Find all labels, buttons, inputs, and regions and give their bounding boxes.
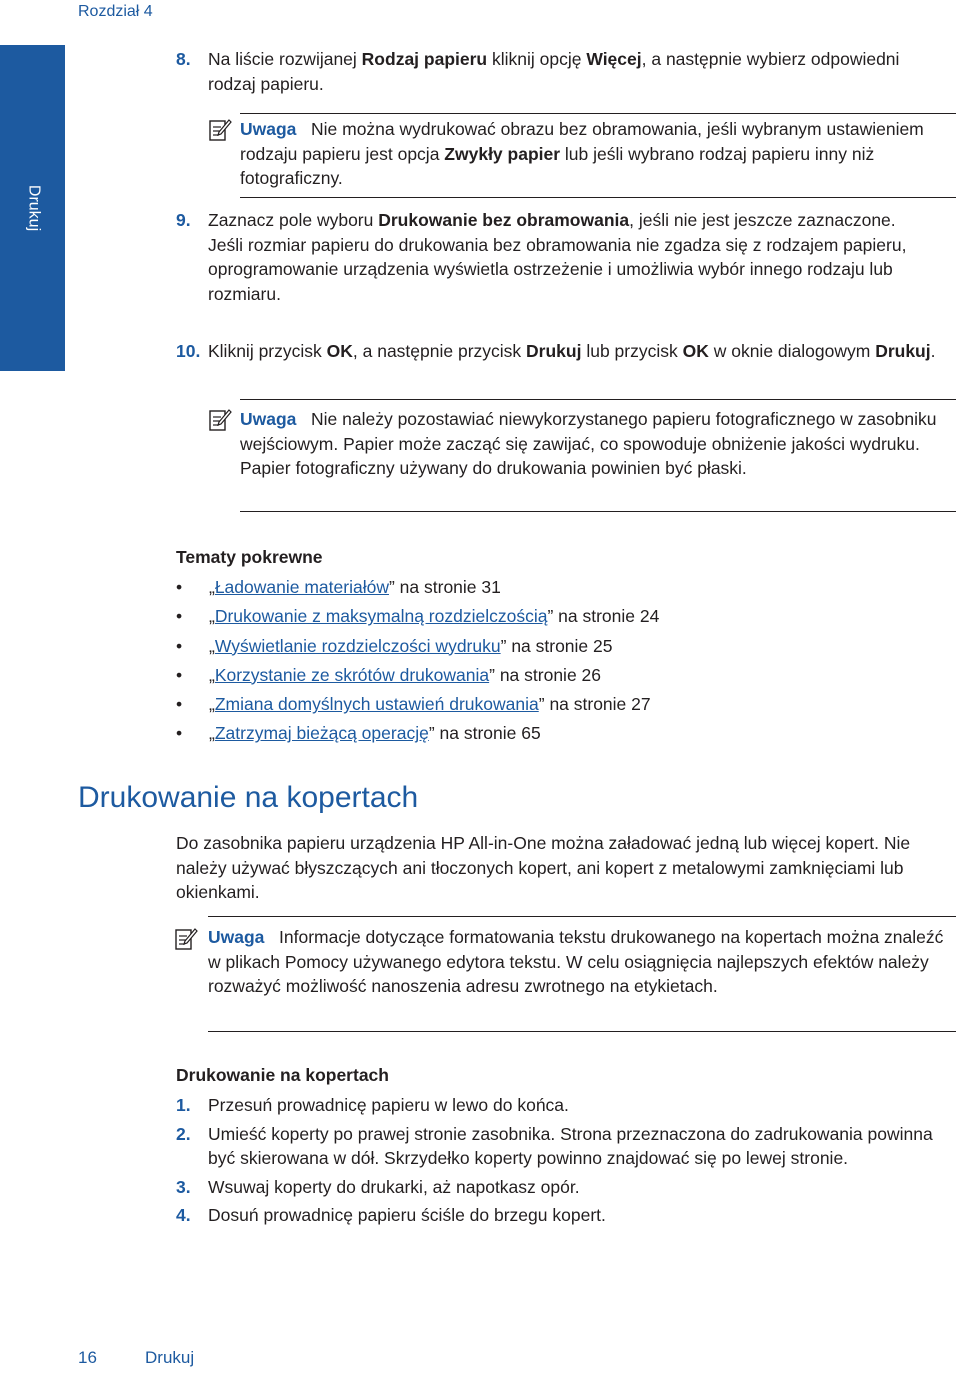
- bold-text: OK: [326, 341, 353, 361]
- bold-text: Rodzaj papieru: [361, 49, 488, 69]
- text-run: .: [930, 341, 936, 361]
- note-rule-bottom: [240, 511, 956, 512]
- section-title: Drukowanie na kopertach: [78, 781, 419, 814]
- list-item: [176, 1203, 960, 1228]
- list-item: [176, 1175, 960, 1200]
- text-run: kliknij opcję: [487, 49, 587, 69]
- bullet: •: [176, 606, 183, 627]
- note-3: [208, 925, 956, 999]
- text-run: Nie można wydrukować obrazu bez obramowania, jeśli wybranym ustawieniem rodzaju papieru jest opcja: [240, 119, 924, 164]
- bullet: •: [176, 723, 183, 744]
- step-text: [208, 208, 956, 233]
- related-link[interactable]: Wyświetlanie rozdzielczości wydruku: [214, 635, 501, 656]
- page-ref: na stronie 25: [511, 635, 613, 656]
- procedure-steps: [176, 1093, 960, 1228]
- note-text: [240, 119, 924, 188]
- list-item: • „Wyświetlanie rozdzielczości wydruku” na stronie 25: [176, 634, 956, 663]
- text-run: Kliknij przycisk: [208, 341, 327, 361]
- text-run: w oknie dialogowym: [708, 341, 876, 361]
- bullet: •: [176, 577, 183, 597]
- related-title: Tematy pokrewne: [176, 547, 323, 567]
- step-10: [176, 339, 960, 364]
- note-rule-bottom: [240, 197, 956, 198]
- related-link[interactable]: Ładowanie materiałów: [214, 577, 389, 597]
- page-number: 16: [78, 1348, 97, 1367]
- page-ref: na stronie 26: [499, 664, 602, 685]
- bold-text: OK: [682, 341, 709, 361]
- note-label: Uwaga: [240, 119, 297, 139]
- step-number: 2.: [176, 1123, 191, 1144]
- text-run: , jeśli nie jest jeszcze zaznaczone.: [629, 210, 896, 230]
- step-number: 9.: [176, 210, 191, 230]
- step-text: Umieść koperty po prawej stronie zasobnika. Strona przeznaczona do zadrukowania powinna być skierowana w dół. Skrzydełko koperty powinno znajdować się po lewej stronie.: [208, 1123, 933, 1169]
- bold-text: Więcej: [586, 49, 642, 69]
- step-8: [176, 47, 936, 96]
- list-item: • „Drukowanie z maksymalną rozdzielczością” na stronie 24: [176, 604, 956, 633]
- list-item: • „Zatrzymaj bieżącą operację” na stronie 65: [176, 721, 956, 750]
- note-rule-top: [208, 916, 956, 917]
- step-text: [208, 339, 960, 364]
- note-2: [240, 407, 956, 481]
- list-item: [176, 1093, 960, 1118]
- note-rule-top: [240, 113, 956, 114]
- step-text: Wsuwaj koperty do drukarki, aż napotkasz opór.: [208, 1176, 580, 1197]
- bullet: •: [176, 635, 183, 656]
- step-extra-text: Jeśli rozmiar papieru do drukowania bez obramowania nie zgadza się z rodzajem papieru, oprogramowanie urządzenia wyświetla ostrzeżenie i umożliwia wybór innego rodzaju lub rozmiaru.: [208, 234, 907, 304]
- note-label: Uwaga: [208, 927, 265, 947]
- related-list: [176, 575, 956, 751]
- related-link[interactable]: Zatrzymaj bieżącą operację: [214, 723, 429, 744]
- step-number: 10.: [176, 341, 201, 361]
- note-1: [240, 117, 956, 191]
- page-ref: na stronie 27: [549, 694, 651, 715]
- related-link[interactable]: Drukowanie z maksymalną rozdzielczością: [214, 606, 548, 627]
- list-item: • „Korzystanie ze skrótów drukowania” na stronie 26: [176, 663, 956, 692]
- note-label: Uwaga: [240, 409, 297, 429]
- note-icon: [174, 927, 198, 951]
- note-rule-top: [240, 399, 956, 400]
- text-run: Na liście rozwijanej: [208, 49, 362, 69]
- chapter-header: Rozdział 4: [78, 3, 153, 20]
- text-run: , a następnie wybierz odpowiedni rodzaj papieru.: [208, 49, 900, 94]
- note-icon: [208, 408, 232, 432]
- note-text: Nie należy pozostawiać niewykorzystanego papieru fotograficznego w zasobniku wejściowym. Papier może zacząć się zawijać, co spowoduje obniżenie jakości wydruku. Papier fotograficzny używany do drukowania powinien być płaski.: [240, 409, 937, 479]
- step-9: [176, 208, 956, 306]
- page-ref: na stronie 24: [558, 606, 660, 627]
- list-item: • „Ładowanie materiałów” na stronie 31: [176, 575, 956, 604]
- bold-text: Drukuj: [875, 341, 931, 361]
- step-number: 8.: [176, 49, 191, 69]
- step-number: 1.: [176, 1095, 191, 1115]
- bullet: •: [176, 694, 183, 715]
- list-item: [176, 1122, 960, 1171]
- step-text: Dosuń prowadnicę papieru ściśle do brzegu kopert.: [208, 1205, 606, 1226]
- step-number: 4.: [176, 1205, 191, 1226]
- footer-section: Drukuj: [145, 1348, 195, 1367]
- side-tab: [0, 45, 65, 371]
- text-run: lub jeśli wybrano rodzaj papieru inny niż fotograficzny.: [240, 143, 875, 189]
- note-rule-bottom: [208, 1031, 956, 1032]
- text-run: lub przycisk: [581, 341, 683, 361]
- note-text: Informacje dotyczące formatowania tekstu drukowanego na kopertach można znaleźć w plikach Pomocy używanego edytora tekstu. W celu osiągnięcia najlepszych efektów należy rozważyć możliwość nanoszenia adresu zwrotnego na etykietach.: [208, 927, 944, 997]
- text-run: Zaznacz pole wyboru: [208, 210, 379, 230]
- step-number: 3.: [176, 1176, 191, 1197]
- bold-text: Drukowanie bez obramowania: [378, 210, 630, 230]
- step-text: [208, 47, 936, 96]
- list-item: • „Zmiana domyślnych ustawień drukowania” na stronie 27: [176, 692, 956, 721]
- procedure-title: Drukowanie na kopertach: [176, 1065, 389, 1085]
- side-tab-label: Drukuj: [24, 184, 42, 232]
- page-ref: na stronie 31: [399, 577, 501, 597]
- page-ref: na stronie 65: [439, 723, 541, 744]
- section-intro: Do zasobnika papieru urządzenia HP All-in-One można załadować jedną lub więcej kopert. Nie należy używać błyszczących ani tłoczonych kopert, ani kopert z metalowymi zamknięciami lub okienkami.: [176, 833, 911, 903]
- bold-text: Drukuj: [526, 341, 582, 361]
- related-link[interactable]: Zmiana domyślnych ustawień drukowania: [214, 694, 539, 715]
- related-link[interactable]: Korzystanie ze skrótów drukowania: [214, 664, 490, 685]
- bullet: •: [176, 664, 183, 685]
- bold-text: Zwykły papier: [444, 143, 561, 164]
- step-text: Przesuń prowadnicę papieru w lewo do końca.: [208, 1095, 569, 1115]
- text-run: , a następnie przycisk: [352, 341, 527, 361]
- note-icon: [208, 118, 232, 142]
